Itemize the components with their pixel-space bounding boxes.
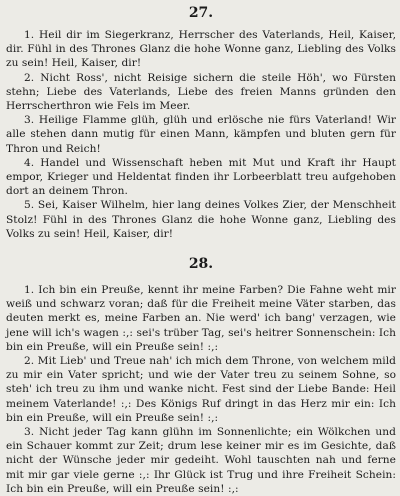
verse-2: 2. Mit Lieb' und Treue nah' ich mich dem Throne, von welchem mild zu mir ein Vater spricht; und wie der Vater treu zu seinem Sohne, so steh' ich treu zu ihm und wanke nicht. Fest sind der Liebe Bande: Heil meinem Vaterlande! :,: Des Königs Ruf dringt in das Herz mir ein: Ich bin ein Preuße, will ein Preuße sein! :,: [6,355,396,424]
verse-2: 2. Nicht Ross', nicht Reisige sichern die steile Höh', wo Fürsten stehn; Liebe des Vaterlands, Liebe des freien Manns gründen den Herrscherthron wie Fels im Meer. [6,71,396,113]
verse-4: 4. Handel und Wissenschaft heben mit Mut und Kraft ihr Haupt empor, Krieger und Heldentat finden ihr Lorbeerblatt treu aufgehoben dort an deinem Thron. [6,156,396,198]
song-number: 28. [188,256,214,273]
verse-1: 1. Ich bin ein Preuße, kennt ihr meine Farben? Die Fahne weht mir weiß und schwarz voran; daß für die Freiheit meine Väter starben, das deuten merkt es, meine Farben an. Nie werd' ich bang' verzagen, wie jene will ich's wagen :,: sei's trüber Tag, sei's heitrer Sonnenschein: Ich bin ein Preuße, will ein Preuße sein! :,: [6,284,396,353]
song-27 [6,4,396,241]
song-number: 27. [188,5,214,21]
verse-1: 1. Heil dir im Siegerkranz, Herrscher des Vaterlands, Heil, Kaiser, dir. Fühl in des Thrones Glanz die hohe Wonne ganz, Liebling des Volks zu sein! Heil, Kaiser, dir! [6,29,396,70]
verse-5: 5. Sei, Kaiser Wilhelm, hier lang deines Volkes Zier, der Menschheit Stolz! Fühl in des Thrones Glanz die hohe Wonne ganz, Liebling des Volks zu sein! Heil, Kaiser, dir! [6,199,396,240]
verse-3: 3. Heilige Flamme glüh, glüh und erlösche nie fürs Vaterland! Wir alle stehen dann mutig für einen Mann, kämpfen und bluten gern für Thron und Reich! [6,114,396,155]
song-28 [6,255,396,496]
verse-3: 3. Nicht jeder Tag kann glühn im Sonnenlichte; ein Wölkchen und ein Schauer kommt zur Zeit; drum lese keiner mir es im Gesichte, daß nicht der Wünsche jeder mir gedeiht. Wohl tauschten nah und ferne mit mir gar viele gerne :,: Ihr Glück ist Trug und ihre Freiheit Schein: Ich bin ein Preuße, will ein Preuße sein! :,: [6,426,396,495]
